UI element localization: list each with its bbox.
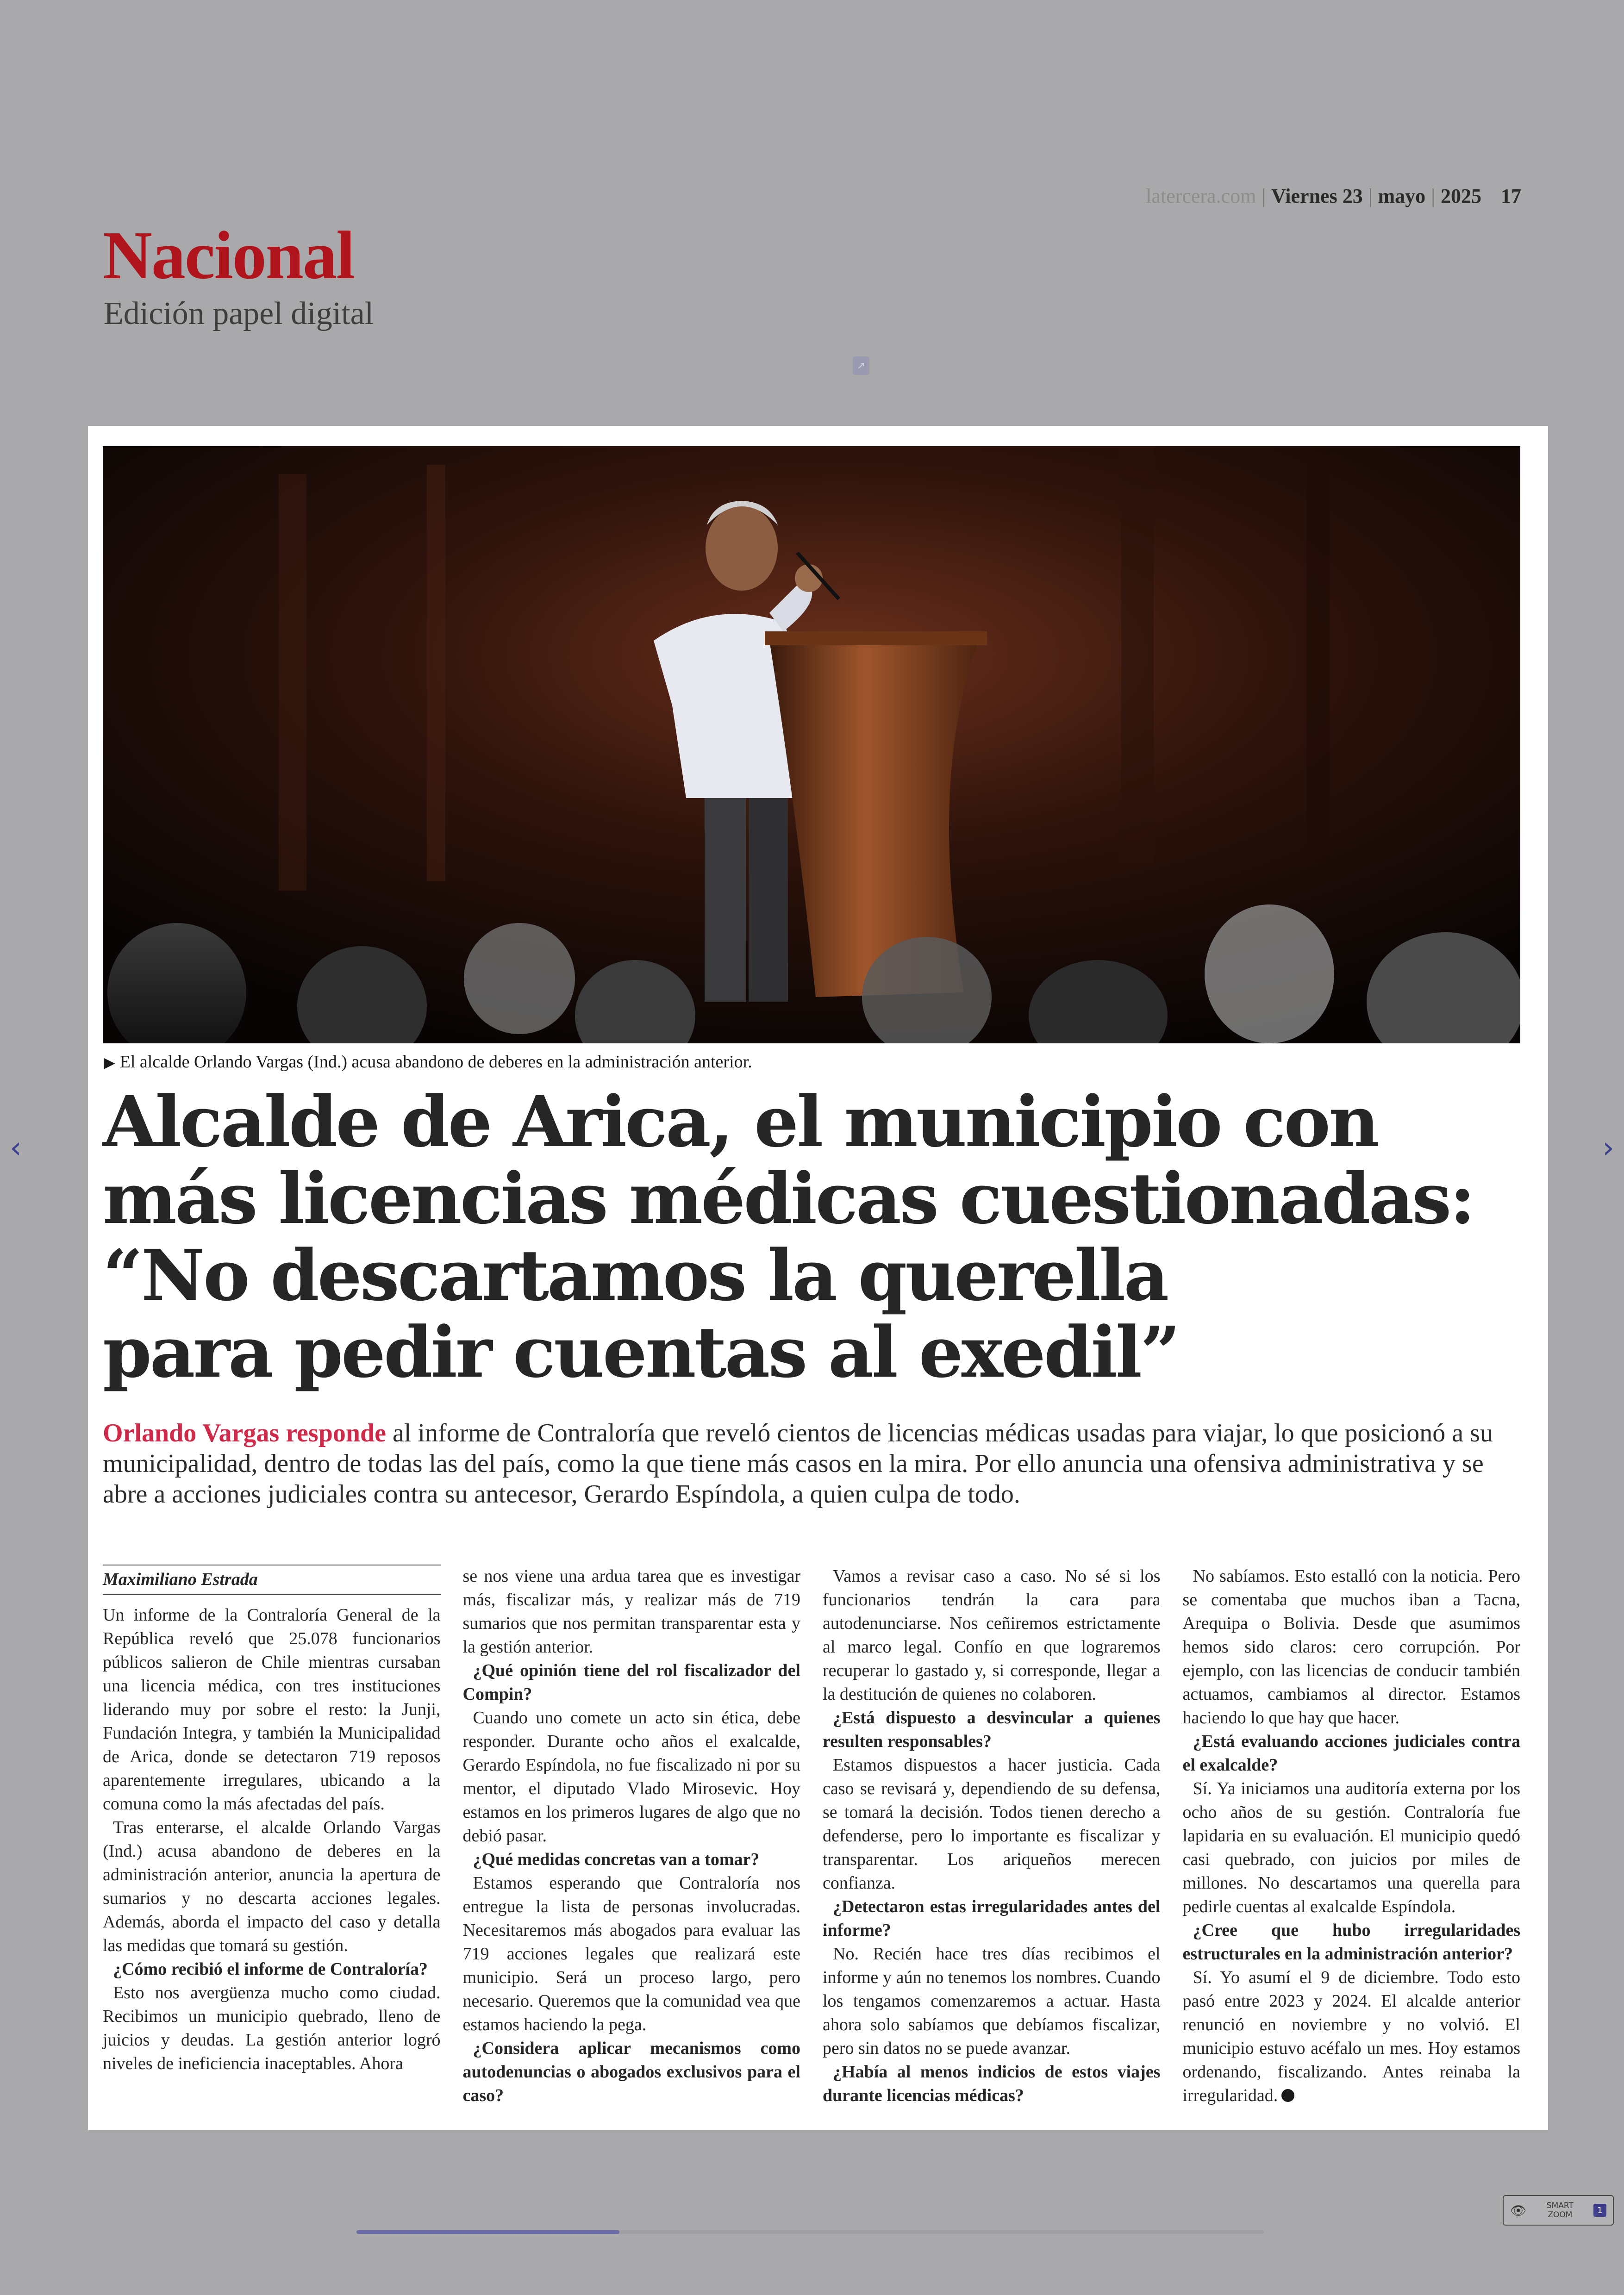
chevron-right-icon: › xyxy=(1602,1131,1614,1165)
edition-subtitle: Edición papel digital xyxy=(104,296,374,331)
lead-text: al informe de Contraloría que reveló cientos de licencias médicas usadas para viajar, lo que posicionó a su municipalidad, dentro de todas las del país, como la que tiene más casos en la mira. Por ello anuncia una ofensiva administrativa y se abre a acciones judiciales contra su antecesor, Gerardo Espíndola, a quien culpa de todo. xyxy=(103,1419,1493,1509)
smart-zoom-button[interactable] xyxy=(1503,2195,1614,2226)
article-photo xyxy=(103,446,1520,1043)
interview-answer: No sabíamos. Esto estalló con la noticia. Pero se comentaba que muchos iban a Tacna, Arequipa o Bolivia. Desde que asumimos hemos sido claros: cero corrupción. Por ejemplo, con las licencias de conducir también actuamos, cambiamos al director. Estamos haciendo lo que hay que hacer. xyxy=(1182,1566,1520,1727)
author-byline: Maximiliano Estrada xyxy=(103,1565,441,1595)
headline xyxy=(103,1080,1529,1393)
interview-question: ¿Había al menos indicios de estos viajes durante licencias médicas? xyxy=(823,2062,1161,2105)
page-progress-fill xyxy=(356,2230,619,2234)
separator: | xyxy=(1262,185,1266,207)
interview-answer: No. Recién hace tres días recibimos el informe y aún no tenemos los nombres. Cuando los tengamos comenzaremos a actuar. Hasta ahora solo sabíamos que debíamos fiscalizar, pero sin datos no se puede avanzar. xyxy=(823,1944,1161,2058)
body-paragraph: Un informe de la Contraloría General de la República reveló que 25.078 funcionarios públicos salieron de Chile mientras cursaban una licencia médica, con tres instituciones liderando muy por sobre el resto: la Junji, Fundación Integra, y también la Municipalidad de Arica, donde se detectaron 719 reposos aparentemente irregulares, ubicando a la comuna como la más afectadas del país. xyxy=(103,1605,441,1814)
prev-page-button[interactable] xyxy=(2,1129,30,1166)
end-of-article-icon xyxy=(1281,2089,1294,2102)
interview-answer xyxy=(1183,1966,1521,2108)
chevron-left-icon: ‹ xyxy=(10,1131,22,1165)
separator: | xyxy=(1431,185,1435,207)
date-year: 2025 xyxy=(1441,185,1481,207)
body-column-3 xyxy=(823,1565,1161,2105)
page-link-icon[interactable]: ↗ xyxy=(853,356,869,375)
eye-icon: 👁 xyxy=(1510,2202,1527,2218)
interview-question: ¿Considera aplicar mecanismos como autodenuncias o abogados exclusivos para el caso? xyxy=(462,2039,800,2105)
interview-question: ¿Qué medidas concretas van a tomar? xyxy=(473,1850,760,1869)
interview-question: ¿Está dispuesto a desvincular a quienes resulten responsables? xyxy=(823,1708,1161,1751)
body-column-4 xyxy=(1182,1565,1521,2105)
interview-question: ¿Qué opinión tiene del rol fiscalizador del Compin? xyxy=(462,1661,800,1704)
body-column-2 xyxy=(462,1565,801,2105)
headline-line: más licencias médicas cuestionadas: xyxy=(103,1157,1474,1240)
interview-answer: Estamos dispuestos a hacer justicia. Cada caso se revisará y, dependiendo de su defensa, se tomará la decisión. Todos tienen derecho a defenderse, pero lo importante es fiscalizar y transparentar. Los ariqueños merecen confianza. xyxy=(823,1755,1161,1893)
smart-zoom-label-line: ZOOM xyxy=(1548,2210,1573,2220)
interview-answer: Sí. Ya iniciamos una auditoría externa por los ocho años de su gestión. Contraloría fue lapidaria en su evaluación. El municipio quedó casi quebrado, con juicios por miles de millones. No descartamos una querella para pedirle cuentas al exalcalde Espíndola. xyxy=(1182,1779,1520,1916)
photo-caption xyxy=(104,1052,1520,1072)
interview-answer: Cuando uno comete un acto sin ética, debe responder. Durante ocho años el exalcalde, Gerardo Espíndola, no fue fiscalizado ni por su mentor, el diputado Vlado Mirosevic. Hoy estamos en los primeros lugares de algo que no debió pasar. xyxy=(462,1708,800,1846)
body-column-1 xyxy=(103,1565,441,2102)
interview-answer: Vamos a revisar caso a caso. No sé si los funcionarios tendrán la cara para autodenunciarse. Nos ceñiremos estrictamente al marco legal. Confío en que lograremos recuperar lo gastado y, si corresponde, llegar a la destitución de quienes no colaboren. xyxy=(823,1566,1161,1704)
smart-zoom-label-line: SMART xyxy=(1546,2201,1574,2210)
smart-zoom-badge: 1 xyxy=(1593,2204,1606,2217)
separator: | xyxy=(1368,185,1373,207)
date-weekday-day: Viernes 23 xyxy=(1271,185,1363,207)
page-number: 17 xyxy=(1501,185,1521,207)
interview-answer: Estamos esperando que Contraloría nos entregue la lista de personas involucradas. Necesitaremos más abogados para evaluar las 719 acciones legales que realizará este municipio. Será un proceso largo, pero necesario. Queremos que la comunidad vea que estamos haciendo la pega. xyxy=(462,1873,800,2034)
page-progress-bar[interactable] xyxy=(356,2230,1264,2234)
newspaper-page xyxy=(88,426,1548,2130)
caption-text: El alcalde Orlando Vargas (Ind.) acusa abandono de deberes en la administración anterior. xyxy=(119,1052,752,1072)
headline-line: Alcalde de Arica, el municipio con xyxy=(103,1080,1378,1163)
article-body xyxy=(103,1565,1520,2105)
interview-question: ¿Detectaron estas irregularidades antes del informe? xyxy=(823,1897,1161,1940)
final-answer-text: Sí. Yo asumí el 9 de diciembre. Todo esto pasó entre 2023 y 2024. El alcalde anterior renunció en noviembre y no volvió. El municipio estuvo acéfalo un mes. Hoy estamos ordenando, fiscalizando. Antes reinaba la irregularidad. xyxy=(1182,1968,1520,2105)
next-page-button[interactable] xyxy=(1594,1129,1622,1166)
body-paragraph: Tras enterarse, el alcalde Orlando Vargas (Ind.) acusa abandono de deberes en la administración anterior, anuncia la apertura de sumarios y no descarta acciones legales. Además, aborda el impacto del caso y detalla las medidas que tomará su gestión. xyxy=(103,1818,441,1955)
smart-zoom-label xyxy=(1547,2201,1574,2220)
interview-question: ¿Cómo recibió el informe de Contraloría? xyxy=(113,1959,428,1979)
site-name: latercera.com xyxy=(1146,185,1256,207)
interview-answer: Esto nos avergüenza mucho como ciudad. Recibimos un municipio quebrado, lleno de juicios y deudas. La gestión anterior logró niveles de ineficiencia inaceptables. Ahora xyxy=(103,1983,441,2073)
caption-arrow-icon: ▶ xyxy=(104,1054,115,1071)
headline-line: “No descartamos la querella xyxy=(103,1234,1168,1316)
interview-question: ¿Está evaluando acciones judiciales contra el exalcalde? xyxy=(1182,1732,1520,1775)
section-title: Nacional xyxy=(103,218,355,293)
date-month: mayo xyxy=(1378,185,1426,207)
lead-highlight: Orlando Vargas responde xyxy=(103,1419,386,1447)
interview-question: ¿Cree que hubo irregularidades estructurales en la administración anterior? xyxy=(1182,1921,1520,1964)
lead-paragraph xyxy=(103,1418,1520,1509)
headline-line: para pedir cuentas al exedil” xyxy=(103,1311,1179,1393)
body-paragraph: se nos viene una ardua tarea que es investigar más, fiscalizar más, y realizar más de 719 sumarios que nos permitan transparentar esta y la gestión anterior. xyxy=(462,1566,800,1657)
page-header-meta xyxy=(1146,184,1521,208)
